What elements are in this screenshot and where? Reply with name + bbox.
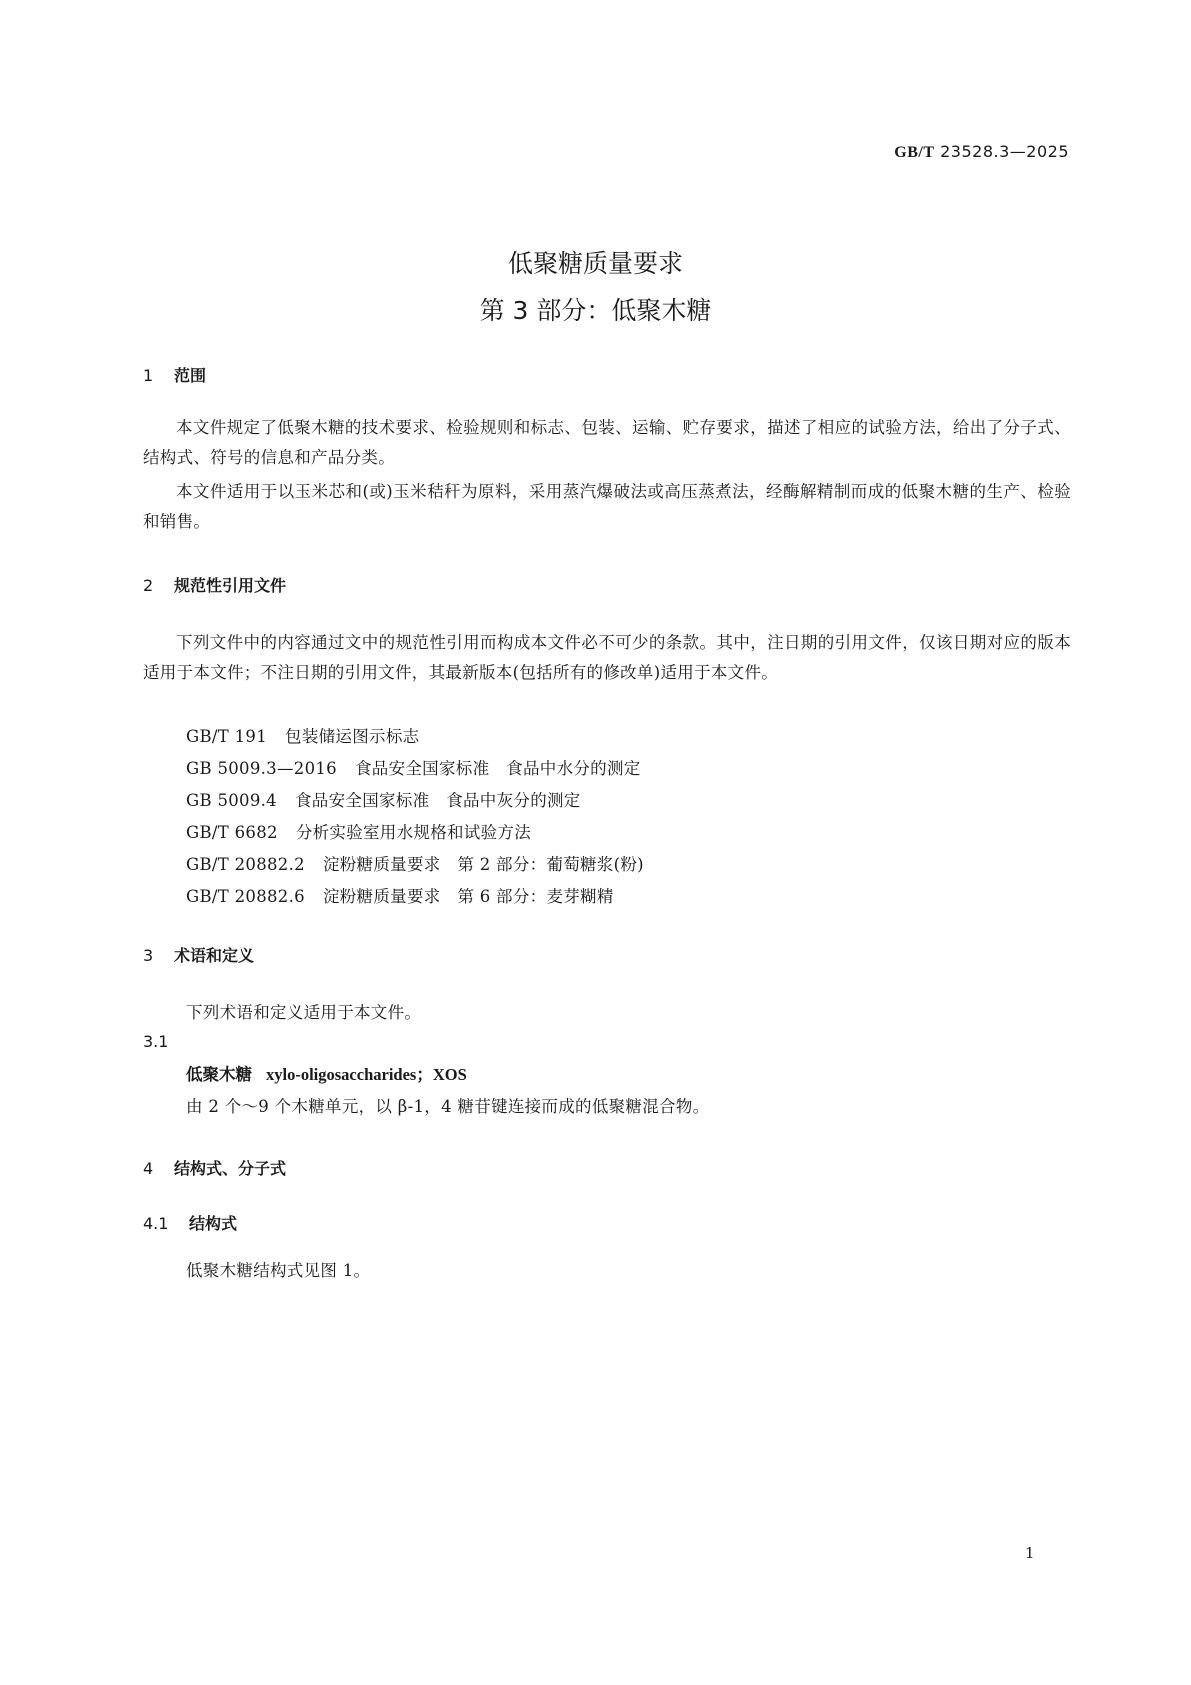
term-number: 3.1: [143, 1032, 169, 1051]
paragraph: 低聚木糖结构式见图 1。: [186, 1261, 371, 1280]
subsection-4-1-heading: [143, 1211, 237, 1234]
paragraph: 本文件规定了低聚木糖的技术要求、检验规则和标志、包装、运输、贮存要求，描述了相应的试验方法，给出了分子式、结构式、符号的信息和产品分类。: [143, 418, 1071, 467]
paragraph: 下列文件中的内容通过文中的规范性引用而构成本文件必不可少的条款。其中，注日期的引用文件，仅该日期对应的版本适用于本文件；不注日期的引用文件，其最新版本(包括所有的修改单)适用于本文件。: [143, 633, 1071, 682]
reference-title: 分析实验室用水规格和试验方法: [295, 823, 532, 842]
reference-item: [186, 787, 581, 811]
term-chinese: 低聚木糖: [186, 1065, 252, 1084]
section-number: 4: [143, 1159, 154, 1178]
subsection-title: 结构式: [189, 1214, 238, 1233]
term-definition: 由 2 个～9 个木糖单元，以 β-1，4 糖苷键连接而成的低聚糖混合物。: [186, 1097, 710, 1116]
reference-item: [186, 883, 614, 907]
section-number: 3: [143, 946, 154, 965]
section-number: 2: [143, 576, 154, 595]
reference-code: GB/T 6682: [186, 823, 278, 842]
section-title: 结构式、分子式: [174, 1159, 287, 1178]
standard-number: [894, 142, 1069, 162]
document-subtitle: 第 3 部分：低聚木糖: [479, 296, 712, 325]
standard-code: 23528.3—2025: [940, 142, 1069, 161]
reference-code: GB/T 191: [186, 727, 268, 746]
reference-code: GB/T 20882.2: [186, 855, 305, 874]
reference-item: [186, 723, 419, 747]
paragraph: 下列术语和定义适用于本文件。: [186, 1003, 422, 1022]
term-english: xylo-oligosaccharides；XOS: [266, 1065, 467, 1084]
reference-title: 食品安全国家标准 食品中灰分的测定: [295, 791, 581, 810]
reference-title: 淀粉糖质量要求 第 2 部分：葡萄糖浆(粉): [322, 855, 644, 874]
section-number: 1: [143, 366, 154, 385]
section-1-heading: [143, 363, 206, 386]
reference-item: [186, 851, 644, 875]
section-title: 范围: [174, 366, 207, 385]
standard-prefix: GB/T: [894, 144, 935, 161]
paragraph: 本文件适用于以玉米芯和(或)玉米秸秆为原料，采用蒸汽爆破法或高压蒸煮法，经酶解精制而成的低聚木糖的生产、检验和销售。: [143, 482, 1071, 531]
reference-item: [186, 819, 531, 843]
reference-code: GB 5009.4: [186, 791, 277, 810]
section-4-heading: [143, 1156, 286, 1179]
page-number: 1: [1025, 1544, 1035, 1562]
section-3-heading: [143, 943, 254, 966]
reference-title: 包装储运图示标志: [285, 727, 420, 746]
reference-item: [186, 755, 641, 779]
subsection-number: 4.1: [143, 1214, 169, 1233]
term-entry: [186, 1061, 467, 1085]
reference-code: GB 5009.3—2016: [186, 759, 337, 778]
reference-title: 淀粉糖质量要求 第 6 部分：麦芽糊精: [322, 887, 614, 906]
section-title: 术语和定义: [174, 946, 255, 965]
section-2-heading: [143, 573, 286, 596]
reference-title: 食品安全国家标准 食品中水分的测定: [354, 759, 641, 778]
reference-code: GB/T 20882.6: [186, 887, 305, 906]
section-title: 规范性引用文件: [174, 576, 287, 595]
document-title: 低聚糖质量要求: [507, 249, 683, 278]
